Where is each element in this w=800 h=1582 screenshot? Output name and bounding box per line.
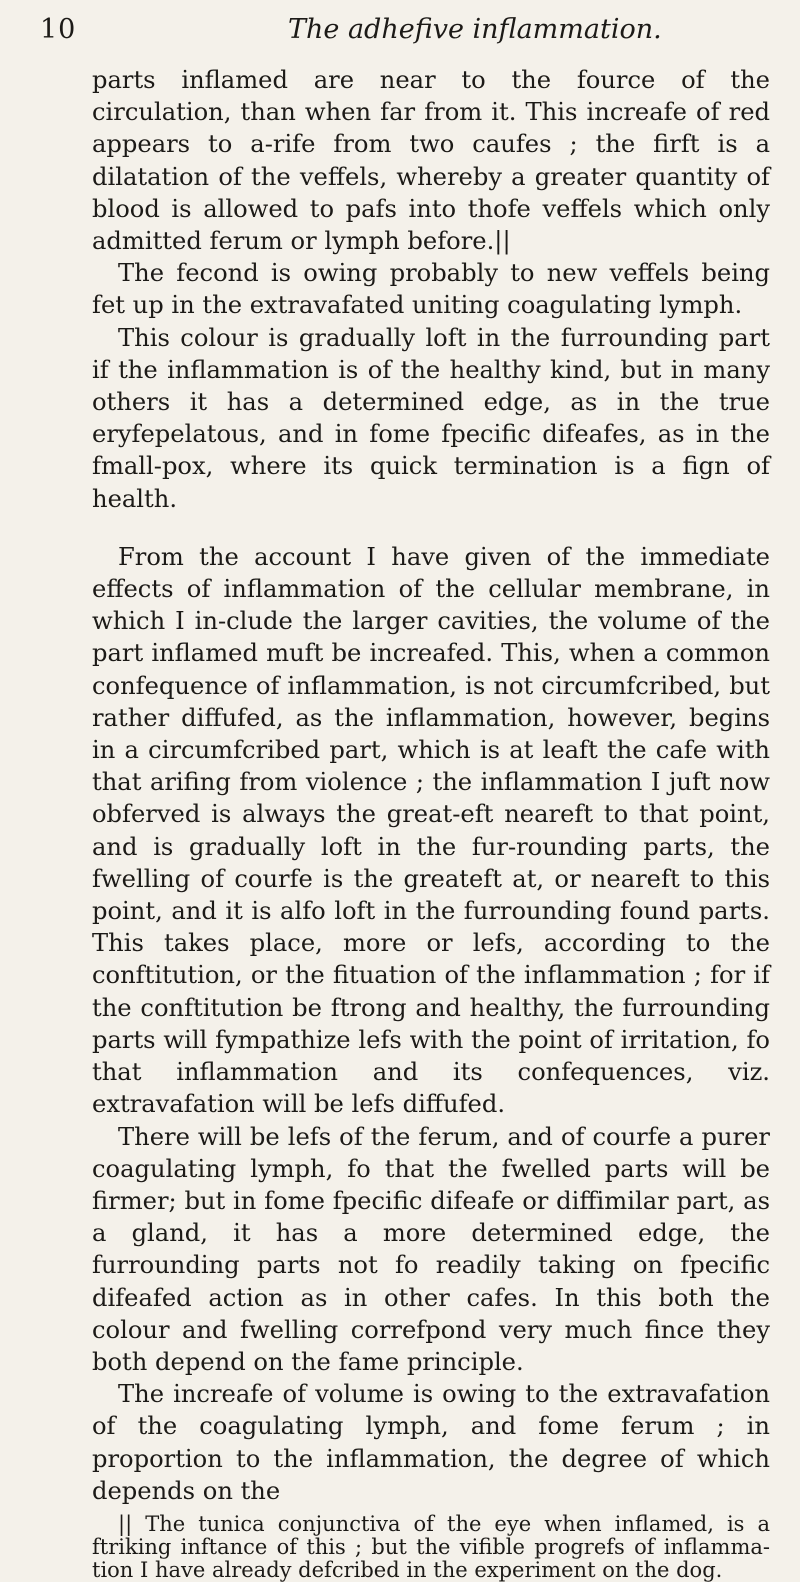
paragraph-continued: parts inflamed are near to the fource of the circulation, than when far from it. This increafe of red appears to a-rife from two caufes ; the firft is a dilatation of the veffels, whereby a greater quantity of blood is allowed to pafs into thofe veffels which only admitted ferum or lymph before.|| [92, 66, 770, 256]
paragraph-colour: This colour is gradually loft in the furrounding part if the inflammation is of the healthy kind, but in many others it has a determined edge, as in the true eryfepelatous, and in fome fpecific difeafes, as in the fmall-pox, where its quick termination is a fign of health. [92, 323, 770, 513]
running-title: The adhefive inflammation. [288, 14, 662, 45]
paragraph-increase: The increafe of volume is owing to the extravafation of the coagulating lymph, and fome ferum ; in proportion to the inflammation, the degree of which depends on the [92, 1380, 770, 1505]
paragraph-serum: There will be lefs of the ferum, and of courfe a purer coagulating lymph, fo that the fwelled parts will be firmer; but in fome fpecific difeafe or diffimilar part, as a gland, it has a more determined edge, the furrounding parts not fo readily taking on fpecific difeafed action as in other cafes. In this both the colour and fwelling correfpond very much fince they both depend on the fame principle. [92, 1122, 770, 1376]
page-number: 10 [40, 14, 77, 45]
footnote-text: || The tunica conjunctiva of the eye when inflamed, is a ftriking inftance of this ; but the vifible progrefs of inflamma-tion I have already defcribed in the experiment on the dog. [92, 1511, 770, 1582]
paragraph-second-cause: The fecond is owing probably to new veffels being fet up in the extravafated uniting coagulating lymph. [92, 259, 770, 320]
paragraph-volume: From the account I have given of the immediate effects of inflammation of the cellular membrane, in which I in-clude the larger cavities, the volume of the part inflamed muft be increafed. This, when a common confequence of inflammation, is not circumfcribed, but rather diffufed, as the inflammation, however, begins in a circumfcribed part, which is at leaft the cafe with that arifing from violence ; the inflammation I juft now obferved is always the great-eft neareft to that point, and is gradually loft in the fur-rounding parts, the fwelling of courfe is the greateft at, or neareft to this point, and it is alfo loft in the furrounding found parts. This takes place, more or lefs, according to the conftitution, or the fituation of the inflammation ; for if the conftitution be ftrong and healthy, the furrounding parts will fympathize lefs with the point of irritation, fo that inflammation and its confequences, viz. extravafation will be lefs diffufed. [92, 542, 770, 1119]
section-gap [92, 515, 770, 541]
body-text [92, 64, 770, 1507]
footnote [92, 1513, 770, 1582]
page-header [40, 14, 770, 58]
